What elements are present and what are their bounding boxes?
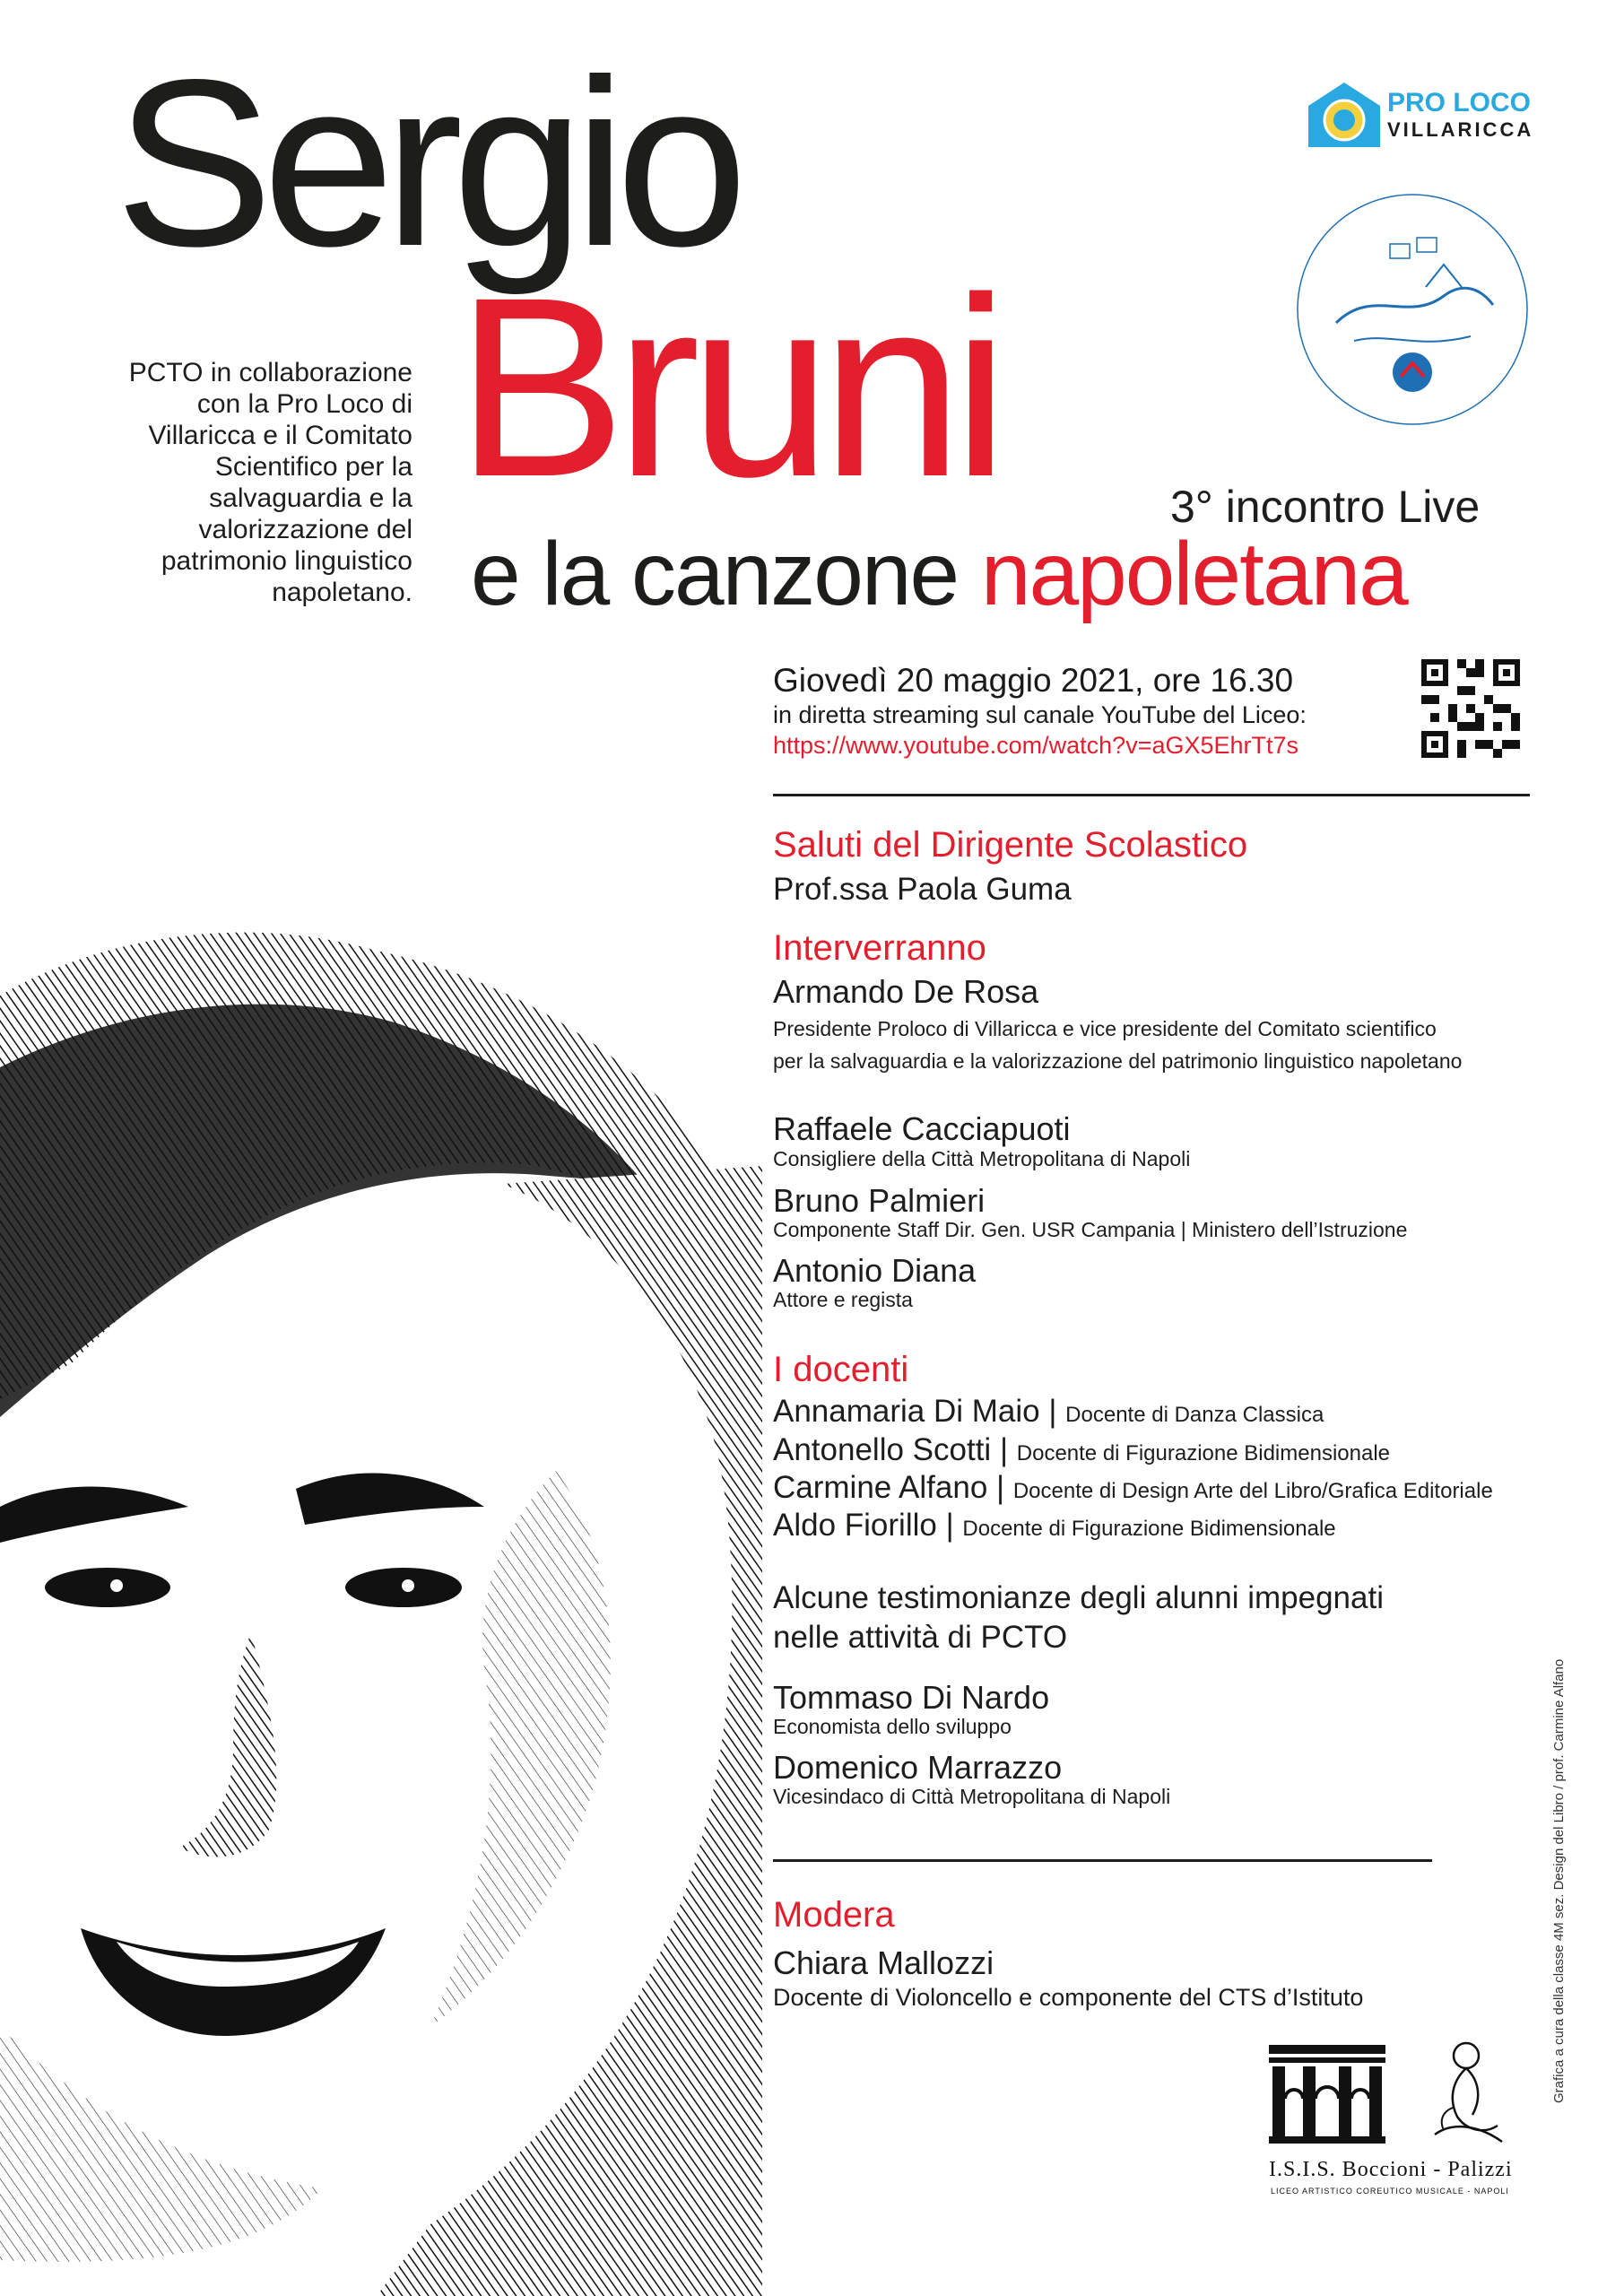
event-streaming: in diretta streaming sul canale YouTube del Liceo: xyxy=(773,701,1307,728)
saluti-heading: Saluti del Dirigente Scolastico xyxy=(773,825,1248,865)
moderator-role: Docente di Violoncello e componente del CTS d’Istituto xyxy=(773,1984,1364,2011)
testimonianze-heading-2: nelle attività di PCTO xyxy=(773,1620,1068,1655)
pcto-note-line: salvaguardia e la xyxy=(209,483,413,513)
left-eye xyxy=(45,1568,170,1607)
pcto-note-line: napoletano. xyxy=(272,578,413,607)
docente-row: Carmine Alfano | Docente di Design Arte del Libro/Grafica Editoriale xyxy=(773,1470,1493,1505)
pcto-note xyxy=(72,357,413,608)
title-canzone xyxy=(471,524,1407,624)
docente-row: Annamaria Di Maio | Docente di Danza Classica xyxy=(773,1394,1324,1429)
pcto-note-line: Scientifico per la xyxy=(214,452,413,482)
school-subtitle: LICEO ARTISTICO COREUTICO MUSICALE - NAPOLI xyxy=(1271,2187,1509,2196)
jaw-shadow xyxy=(0,2027,323,2262)
docente-name: Aldo Fiorillo xyxy=(773,1508,937,1543)
witness-role: Vicesindaco di Città Metropolitana di Napoli xyxy=(773,1785,1171,1808)
speaker-role: Componente Staff Dir. Gen. USR Campania | Ministero dell’Istruzione xyxy=(773,1218,1408,1241)
testimonianze-heading: Alcune testimonianze degli alunni impegnati xyxy=(773,1580,1384,1615)
school-logo xyxy=(1260,2036,1529,2215)
comitato-seal-icon xyxy=(1291,188,1533,430)
proloco-name: PRO LOCO xyxy=(1387,88,1532,117)
docente-name: Antonello Scotti xyxy=(773,1432,992,1467)
witness-name: Domenico Marrazzo xyxy=(773,1749,1063,1786)
docente-role: Docente di Figurazione Bidimensionale xyxy=(1016,1441,1391,1465)
docente-row: Antonello Scotti | Docente di Figurazione Bidimensionale xyxy=(773,1432,1391,1467)
proloco-town: VILLARICCA xyxy=(1387,118,1534,141)
divider-top xyxy=(773,794,1530,796)
speaker-role: per la salvaguardia e la valorizzazione del patrimonio linguistico napoletano xyxy=(773,1049,1463,1073)
graphic-credit: Grafica a cura della classe 4M sez. Design del Libro / prof. Carmine Alfano xyxy=(1551,1658,1567,2103)
left-brow xyxy=(0,1487,188,1544)
subtitle-incontro: 3° incontro Live xyxy=(1170,482,1481,532)
speaker-name: Antonio Diana xyxy=(773,1252,977,1289)
pcto-note-line: valorizzazione del xyxy=(198,515,413,544)
docente-role: Docente di Figurazione Bidimensionale xyxy=(962,1517,1336,1541)
speaker-role: Consigliere della Città Metropolitana di Napoli xyxy=(773,1147,1191,1170)
right-brow xyxy=(296,1474,484,1525)
docente-row: Aldo Fiorillo | Docente di Figurazione Bidimensionale xyxy=(773,1508,1336,1543)
proloco-house-icon xyxy=(1305,79,1384,149)
moderator-name: Chiara Mallozzi xyxy=(773,1944,994,1981)
right-eye-glint xyxy=(402,1579,414,1592)
title-canzone-prefix: e la canzone xyxy=(471,524,981,624)
proloco-logo xyxy=(1305,79,1534,151)
divider-bottom xyxy=(773,1859,1432,1862)
title-bruni: Bruni xyxy=(456,245,999,530)
docenti-heading: I docenti xyxy=(773,1350,909,1389)
witness-name: Tommaso Di Nardo xyxy=(773,1679,1050,1716)
speaker-name: Raffaele Cacciapuoti xyxy=(773,1110,1071,1147)
cheek-shading xyxy=(430,1471,611,2027)
comitato-seal xyxy=(1291,188,1533,430)
modera-heading: Modera xyxy=(773,1895,895,1935)
pcto-note-line: con la Pro Loco di xyxy=(196,389,413,419)
docente-role: Docente di Design Arte del Libro/Grafica Editoriale xyxy=(1012,1479,1493,1503)
speaker-name: Armando De Rosa xyxy=(773,973,1039,1010)
school-name: I.S.I.S. Boccioni - Palizzi xyxy=(1269,2158,1513,2181)
speaker-role: Presidente Proloco di Villaricca e vice presidente del Comitato scientifico xyxy=(773,1017,1437,1040)
saluti-name: Prof.ssa Paola Guma xyxy=(773,872,1072,907)
nose-shadow xyxy=(179,1632,276,1857)
pcto-note-line: PCTO in collaborazione xyxy=(128,358,413,387)
title-sergio: Sergio xyxy=(115,30,738,296)
speaker-role: Attore e regista xyxy=(773,1288,913,1311)
youtube-link[interactable]: https://www.youtube.com/watch?v=aGX5EhrTt7s xyxy=(773,732,1299,759)
interverranno-heading: Interverranno xyxy=(773,928,986,968)
title-canzone-accent: napoletana xyxy=(980,524,1407,624)
pcto-note-line: patrimonio linguistico xyxy=(161,546,413,576)
docente-name: Annamaria Di Maio xyxy=(773,1394,1040,1429)
qr-code[interactable] xyxy=(1421,659,1520,758)
pcto-note-line: Villaricca e il Comitato xyxy=(148,421,413,450)
docente-name: Carmine Alfano xyxy=(773,1470,988,1505)
witness-role: Economista dello sviluppo xyxy=(773,1715,1012,1738)
docente-role: Docente di Danza Classica xyxy=(1065,1403,1324,1427)
event-date: Giovedì 20 maggio 2021, ore 16.30 xyxy=(773,662,1294,699)
portrait-illustration xyxy=(0,897,762,2296)
speaker-name: Bruno Palmieri xyxy=(773,1182,986,1219)
school-building-icon xyxy=(1269,2045,1385,2144)
siren-figure-icon xyxy=(1417,2036,1515,2148)
left-eye-glint xyxy=(110,1579,123,1592)
